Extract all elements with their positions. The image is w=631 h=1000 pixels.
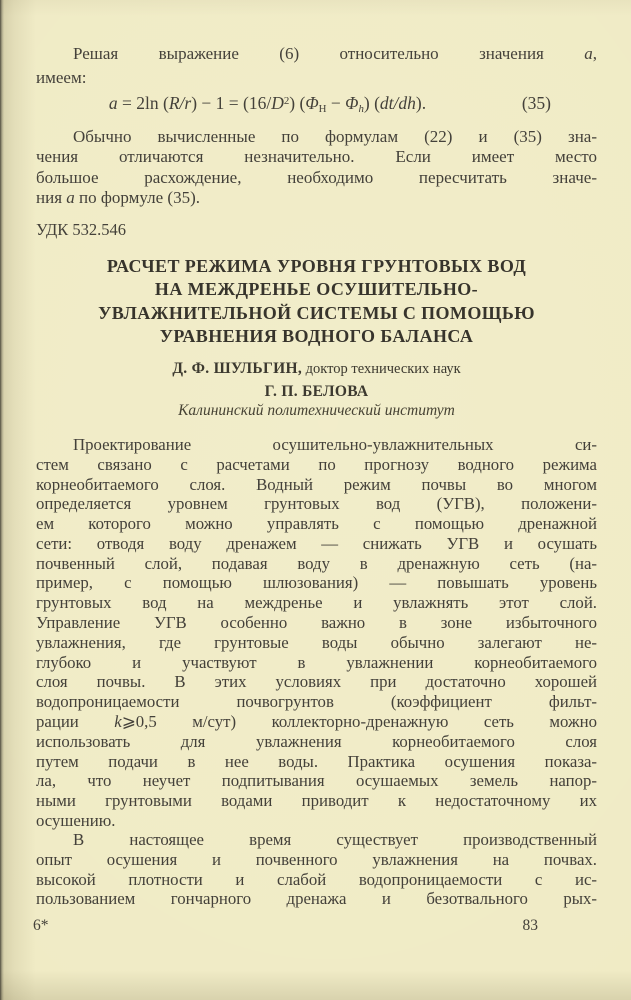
udc-classification: УДК 532.546	[36, 220, 127, 239]
math-variable-Rr: R/r	[168, 93, 192, 113]
math-variable-D: D	[271, 93, 284, 113]
author-degree: доктор технических наук	[302, 361, 461, 377]
equation-text: −	[326, 93, 346, 113]
text-line: большое расхождение, необходимо пересчитать значе-	[36, 167, 597, 187]
equation-text: ) (	[363, 93, 380, 113]
title-line: УВЛАЖНИТЕЛЬНОЙ СИСТЕМЫ С ПОМОЩЬЮ	[98, 302, 535, 323]
authors-block	[36, 358, 597, 403]
text-line: пользованием гончарного дренажа и безотвального рых-	[36, 889, 597, 909]
text-line: ем которого можно управлять с помощью дренажной	[36, 514, 597, 534]
math-variable-phi: Φ	[305, 93, 319, 113]
page-number: 83	[522, 917, 538, 934]
text-segment: ⩾0,5 м/сут) коллекторно-дренажную сеть можно	[121, 711, 597, 731]
equation-body	[36, 93, 597, 115]
article-body-paragraph	[36, 830, 597, 909]
text-line: В настоящее время существует производственный	[73, 830, 597, 849]
equation-number: (35)	[521, 93, 551, 113]
previous-article-paragraph	[36, 127, 597, 209]
math-variable-a: a	[66, 188, 75, 208]
subscript-H: H	[318, 103, 327, 116]
text-line	[36, 712, 597, 732]
text-line: сети: отводя воду дренажем — снижать УГВ и осушать	[36, 533, 597, 553]
text-line: пример, с помощью шлюзования) — повышать уровень	[36, 573, 597, 593]
title-line: НА МЕЖДРЕНЬЕ ОСУШИТЕЛЬНО-	[154, 279, 479, 300]
equation-text: ).	[415, 93, 427, 113]
previous-article-paragraph	[36, 42, 597, 90]
math-variable-a: a	[584, 44, 593, 63]
text-line: чения отличаются незначительно. Если имеет место	[36, 147, 597, 167]
text-segment: ,	[592, 44, 597, 63]
text-line: корнеобитаемого слоя. Водный режим почвы во многом	[36, 474, 597, 494]
text-line: опыт осушения и почвенного увлажнения на почвах.	[36, 849, 597, 869]
equation-35	[36, 93, 597, 119]
signature-mark: 6*	[33, 917, 49, 934]
text-line: Обычно вычисленные по формулам (22) и (35) зна-	[73, 127, 597, 146]
text-line: высокой плотности и слабой водопроницаемости с ис-	[36, 869, 597, 889]
text-line: использовать для увлажнения корнеобитаемого слоя	[36, 731, 597, 751]
title-line: УРАВНЕНИЯ ВОДНОГО БАЛАНСА	[159, 325, 474, 346]
text-line: Управление УГВ особенно важно в зоне избыточного	[36, 613, 597, 633]
text-line: ными грунтовыми водами приводит к недостаточному их	[36, 791, 597, 811]
text-line: стем связано с расчетами по прогнозу водного режима	[36, 454, 597, 474]
math-variable-a: a	[108, 93, 118, 113]
article-body-paragraph	[36, 435, 597, 831]
text-segment: по формуле (35).	[74, 188, 200, 208]
text-line: слоя почвы. В этих условиях при достаточно хорошей	[36, 672, 597, 692]
text-line: осушению.	[36, 810, 116, 830]
page-footer	[33, 917, 597, 939]
equation-text: = 2ln (	[117, 93, 169, 113]
subscript-h: h	[358, 103, 364, 116]
text-line: ла, что неучет подпитывания осушаемых земель напор-	[36, 771, 597, 791]
text-line: определяется уровнем грунтовых вод (УГВ), положени-	[36, 494, 597, 514]
equation-text: ) (	[289, 93, 306, 113]
text-line: почвенный слой, подавая воду в дренажную сеть (на-	[36, 553, 597, 573]
text-segment: ния	[36, 188, 67, 208]
math-variable-phi: Φ	[345, 93, 359, 113]
math-variable-k: k	[114, 711, 122, 731]
author-line	[36, 381, 597, 404]
text-line: водопроницаемости почвогрунтов (коэффициент фильт-	[36, 692, 597, 712]
text-line: путем подачи в нее воды. Практика осушения показа-	[36, 751, 597, 771]
text-line: глубоко и участвуют в увлажнении корнеобитаемого	[36, 652, 597, 672]
title-line: РАСЧЕТ РЕЖИМА УРОВНЯ ГРУНТОВЫХ ВОД	[106, 256, 527, 276]
math-variable-dtdh: dt/dh	[379, 93, 416, 113]
text-segment: Решая выражение (6) относительно значения	[73, 44, 544, 63]
text-line: Проектирование осушительно-увлажнительных си-	[73, 435, 597, 454]
equation-text: ) − 1 = (16/	[191, 93, 272, 113]
author-name: Г. П. БЕЛОВА	[264, 382, 369, 400]
text-line: грунтовых вод на междренье и увлажнять этот слой.	[36, 593, 597, 613]
text-line: имеем:	[36, 68, 87, 87]
text-line	[36, 188, 597, 208]
text-line: увлажнения, где грунтовые воды обычно залегают не-	[36, 632, 597, 652]
exponent: 2	[283, 95, 290, 108]
text-line	[36, 42, 597, 66]
author-line	[36, 358, 597, 381]
article-title	[36, 255, 597, 348]
author-name: Д. Ф. ШУЛЬГИН,	[172, 360, 302, 377]
text-segment: рации	[36, 711, 115, 731]
affiliation: Калининский политехнический институт	[178, 402, 455, 419]
